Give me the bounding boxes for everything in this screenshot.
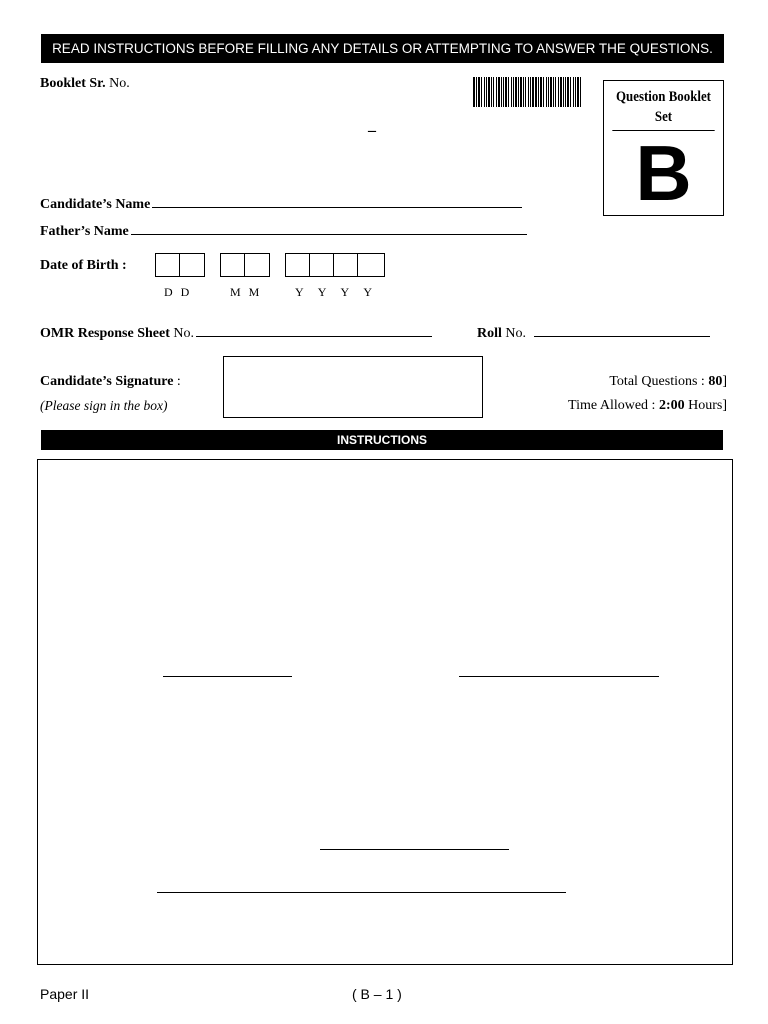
dob-year-letters: Y Y Y Y <box>295 285 372 299</box>
dob-cell[interactable] <box>334 254 358 276</box>
instructions-header: INSTRUCTIONS <box>41 430 723 450</box>
dob-year-boxes[interactable] <box>285 253 385 277</box>
total-questions-label: Total Questions : <box>609 374 709 389</box>
father-name-row <box>40 221 527 240</box>
dob-cell[interactable] <box>245 254 269 276</box>
roll-field[interactable] <box>534 323 710 337</box>
dob-month-letters: M M <box>230 285 260 299</box>
time-allowed-value: 2:00 <box>658 398 685 413</box>
set-box-title-line2: Set <box>654 109 673 125</box>
booklet-serial-label-rest: No. <box>105 76 130 91</box>
signature-label-bold: Candidate’s Signature <box>40 374 174 389</box>
dob-cell[interactable] <box>156 254 180 276</box>
roll-label-bold: Roll <box>477 326 502 341</box>
candidate-name-label: Candidate’s Name <box>40 197 151 212</box>
dob-cell[interactable] <box>221 254 245 276</box>
barcode <box>473 77 582 107</box>
dob-month-boxes[interactable] <box>220 253 270 277</box>
instructions-banner: READ INSTRUCTIONS BEFORE FILLING ANY DETAILS OR ATTEMPTING TO ANSWER THE QUESTIONS. <box>41 34 724 63</box>
roll-row <box>477 323 710 342</box>
omr-label-bold: OMR Response Sheet <box>40 326 170 341</box>
signature-hint: (Please sign in the box) <box>40 398 168 413</box>
signature-label-rest: : <box>173 374 181 389</box>
instructions-rule <box>163 676 292 677</box>
instructions-rule <box>459 676 659 677</box>
instructions-box <box>37 459 733 965</box>
set-box-title-line1: Question Booklet <box>616 89 711 105</box>
dob-day-boxes[interactable] <box>155 253 205 277</box>
signature-label <box>40 374 181 390</box>
roll-label-rest: No. <box>501 326 527 341</box>
set-box-title <box>612 81 714 131</box>
time-allowed-label: Time Allowed : <box>568 398 659 413</box>
instructions-rule <box>157 892 566 893</box>
father-name-field[interactable] <box>131 221 527 235</box>
booklet-serial-label <box>40 76 130 92</box>
candidate-name-field[interactable] <box>152 194 522 208</box>
omr-field[interactable] <box>196 323 432 337</box>
footer-page-number: ( B – 1 ) <box>352 986 402 1002</box>
question-booklet-set-box <box>603 80 724 216</box>
candidate-name-row <box>40 194 522 213</box>
total-questions <box>609 374 727 390</box>
set-letter: B <box>635 129 692 217</box>
time-allowed <box>568 398 727 414</box>
booklet-serial-label-bold: Booklet Sr. <box>40 76 106 91</box>
total-questions-close: ] <box>722 374 727 389</box>
dob-cell[interactable] <box>358 254 382 276</box>
dob-cell[interactable] <box>286 254 310 276</box>
dob-label: Date of Birth : <box>40 258 127 273</box>
dob-cell[interactable] <box>310 254 334 276</box>
total-questions-value: 80 <box>708 374 723 389</box>
signature-box[interactable] <box>223 356 483 418</box>
instructions-rule <box>320 849 509 850</box>
dob-cell[interactable] <box>180 254 204 276</box>
booklet-serial-dash: – <box>368 122 376 139</box>
omr-row <box>40 323 432 342</box>
time-allowed-unit: Hours] <box>684 398 727 413</box>
omr-label-rest: No. <box>169 326 195 341</box>
dob-day-letters: D D <box>164 285 190 299</box>
father-name-label: Father’s Name <box>40 224 129 239</box>
footer-paper: Paper II <box>40 986 90 1002</box>
